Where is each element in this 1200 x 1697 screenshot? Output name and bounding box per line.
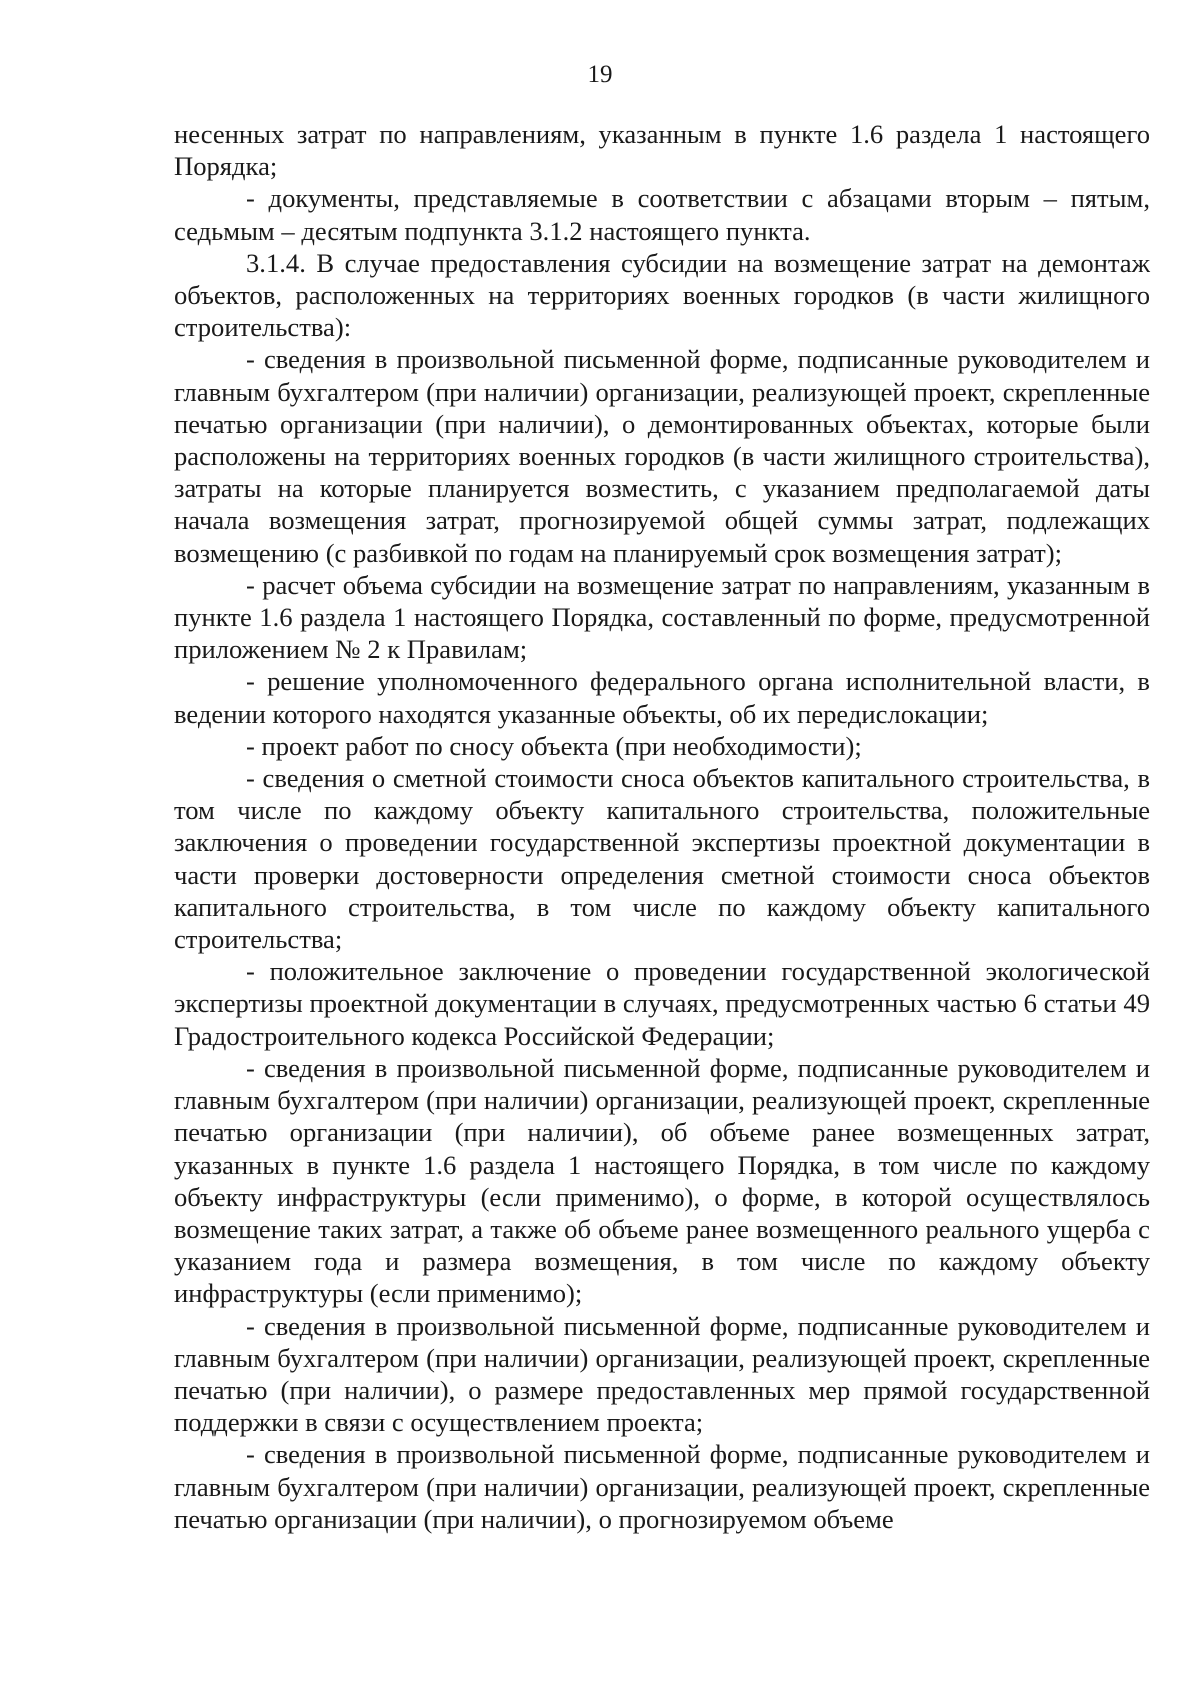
paragraph-continuation: несенных затрат по направлениям, указанным в пункте 1.6 раздела 1 настоящего Порядка; <box>174 119 1150 182</box>
paragraph-dismantled-objects-info: - сведения в произвольной письменной форме, подписанные руководителем и главным бухгалтером (при наличии) организации, реализующей проект, скрепленные печатью организации (при наличии), о демонтированных объектах, которые были расположены на территориях военных городков (в части жилищного строительства), затраты на которые планируется возместить, с указанием предполагаемой даты начала возмещения затрат, прогнозируемой общей суммы затрат, подлежащих возмещению (с разбивкой по годам на планируемый срок возмещения затрат); <box>174 344 1150 568</box>
paragraph-estimated-cost: - сведения о сметной стоимости сноса объектов капитального строительства, в том числе по каждому объекту капитального строительства, положительные заключения о проведении государственной экспертизы проектной документации в части проверки достоверности определения сметной стоимости сноса объектов капитального строительства, в том числе по каждому объекту капитального строительства; <box>174 763 1150 955</box>
paragraph-clause-3-1-4: 3.1.4. В случае предоставления субсидии на возмещение затрат на демонтаж объектов, расположенных на территориях военных городков (в части жилищного строительства): <box>174 247 1150 343</box>
paragraph-relocation-decision: - решение уполномоченного федерального органа исполнительной власти, в ведении которого находятся указанные объекты, об их передислокации; <box>174 666 1150 729</box>
paragraph-demolition-project: - проект работ по сносу объекта (при необходимости); <box>246 730 862 761</box>
paragraph-ecological-expertise: - положительное заключение о проведении государственной экологической экспертизы проектной документации в случаях, предусмотренных частью 6 статьи 49 Градостроительного кодекса Российской Федерации; <box>174 956 1150 1051</box>
paragraph-state-support: - сведения в произвольной письменной форме, подписанные руководителем и главным бухгалтером (при наличии) организации, реализующей проект, скрепленные печатью (при наличии), о размере предоставленных мер прямой государственной поддержки в связи с осуществлением проекта; <box>174 1310 1150 1438</box>
document-body <box>174 118 1150 1535</box>
page-number: 19 <box>587 61 613 88</box>
paragraph-forecast-volume: - сведения в произвольной письменной форме, подписанные руководителем и главным бухгалтером (при наличии) организации, реализующей проект, скрепленные печатью организации (при наличии), о прогнозируемом объеме <box>174 1439 1150 1534</box>
paragraph-previous-reimbursement: - сведения в произвольной письменной форме, подписанные руководителем и главным бухгалтером (при наличии) организации, реализующей проект, скрепленные печатью организации (при наличии), об объеме ранее возмещенных затрат, указанных в пункте 1.6 раздела 1 настоящего Порядка, в том числе по каждому объекту инфраструктуры (если применимо), о форме, в которой осуществлялось возмещение таких затрат, а также об объеме ранее возмещенного реального ущерба с указанием года и размера возмещения, в том числе по каждому объекту инфраструктуры (если применимо); <box>174 1052 1150 1309</box>
paragraph-documents: - документы, представляемые в соответствии с абзацами вторым – пятым, седьмым – десятым подпункта 3.1.2 настоящего пункта. <box>174 183 1150 246</box>
paragraph-subsidy-calculation: - расчет объема субсидии на возмещение затрат по направлениям, указанным в пункте 1.6 раздела 1 настоящего Порядка, составленный по форме, предусмотренной приложением № 2 к Правилам; <box>174 569 1150 665</box>
